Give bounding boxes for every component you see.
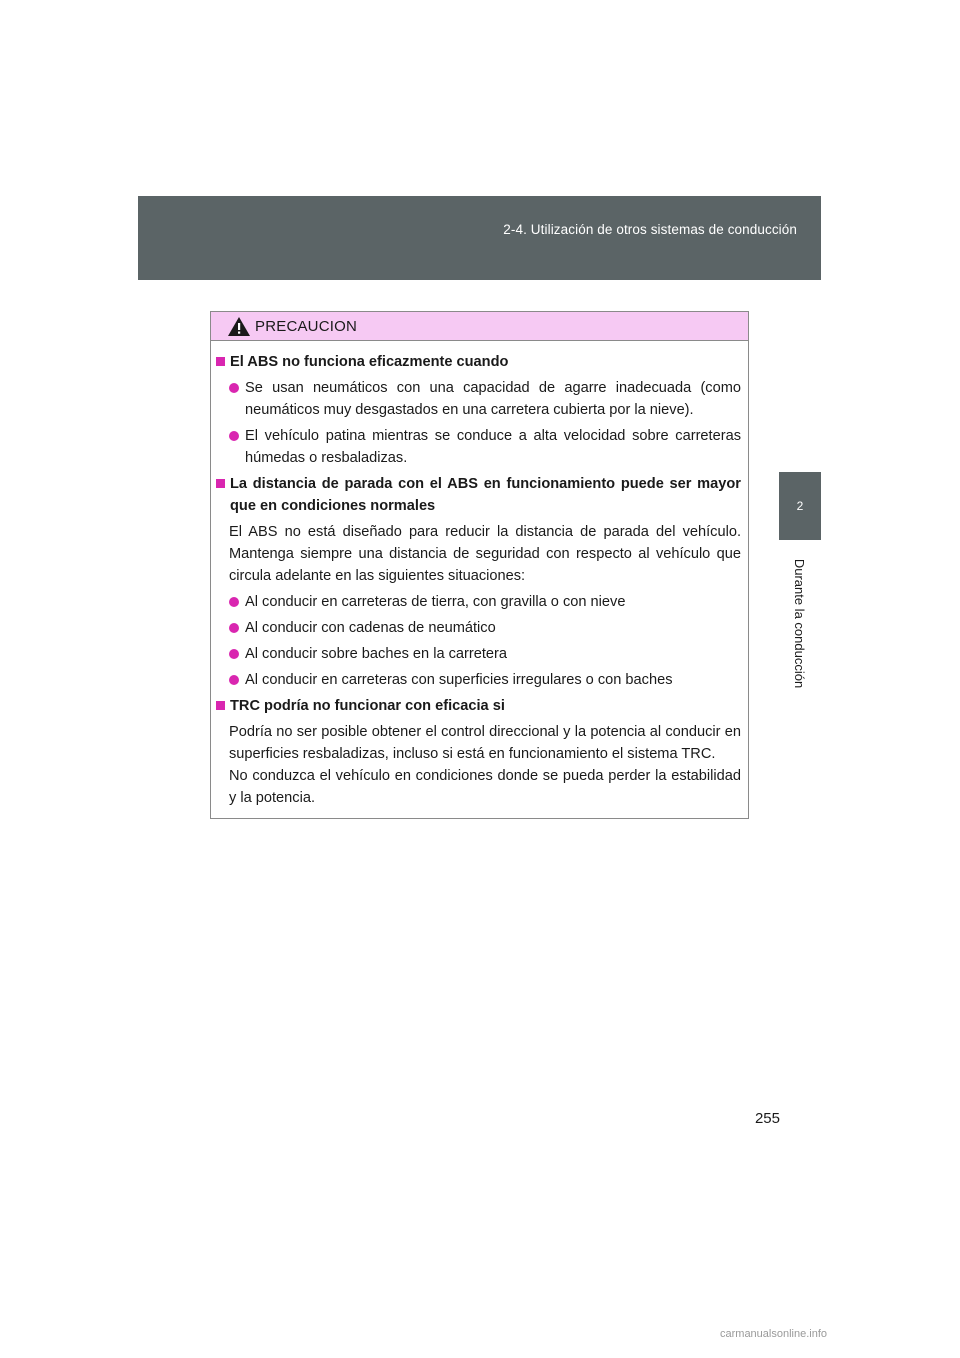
section-paragraph: El ABS no está diseñado para reducir la distancia de parada del vehículo. Mantenga siempre una distancia de seguridad con respecto al vehículo que circula adelante en las siguientes situaciones: [229, 524, 741, 584]
list-item: Al conducir en carreteras de tierra, con gravilla o con nieve [216, 591, 741, 613]
caution-body [211, 341, 748, 809]
circle-bullet-icon [229, 383, 239, 393]
list-item: Se usan neumáticos con una capacidad de agarre inadecuada (como neumáticos muy desgastados en una carretera cubierta por la nieve). [216, 377, 741, 421]
list-item: El vehículo patina mientras se conduce a alta velocidad sobre carreteras húmedas o resbaladizas. [216, 425, 741, 469]
circle-bullet-icon [229, 675, 239, 685]
watermark: carmanualsonline.info [720, 1328, 828, 1340]
square-bullet-icon [216, 701, 225, 710]
chapter-label-text: Durante la conducción [792, 558, 808, 688]
chapter-label [779, 548, 821, 698]
square-bullet-icon [216, 357, 225, 366]
circle-bullet-icon [229, 597, 239, 607]
circle-bullet-icon [229, 649, 239, 659]
caution-box [210, 311, 749, 819]
section-title: 2-4. Utilización de otros sistemas de conducción [503, 222, 797, 237]
warning-triangle-icon [227, 316, 251, 337]
chapter-number: 2 [796, 499, 804, 513]
list-item: Al conducir con cadenas de neumático [216, 617, 741, 639]
section-heading: La distancia de parada con el ABS en funcionamiento puede ser mayor que en condiciones normales [216, 473, 741, 517]
list-item: Al conducir sobre baches en la carretera [216, 643, 741, 665]
square-bullet-icon [216, 479, 225, 488]
chapter-tab [779, 472, 821, 540]
section-paragraph: Podría no ser posible obtener el control direccional y la potencia al conducir en superficies resbaladizas, incluso si está en funcionamiento el sistema TRC. No conduzca el vehículo en condiciones donde se pueda perder la estabilidad y la potencia. [229, 724, 741, 806]
section-heading: TRC podría no funcionar con eficacia si [216, 695, 741, 717]
section-heading: El ABS no funciona eficazmente cuando [216, 351, 741, 373]
caution-header [211, 312, 748, 341]
circle-bullet-icon [229, 431, 239, 441]
list-item: Al conducir en carreteras con superficies irregulares o con baches [216, 669, 741, 691]
page-number: 255 [754, 1110, 780, 1127]
caution-title: PRECAUCION [255, 317, 358, 335]
circle-bullet-icon [229, 623, 239, 633]
header-band [138, 196, 821, 280]
